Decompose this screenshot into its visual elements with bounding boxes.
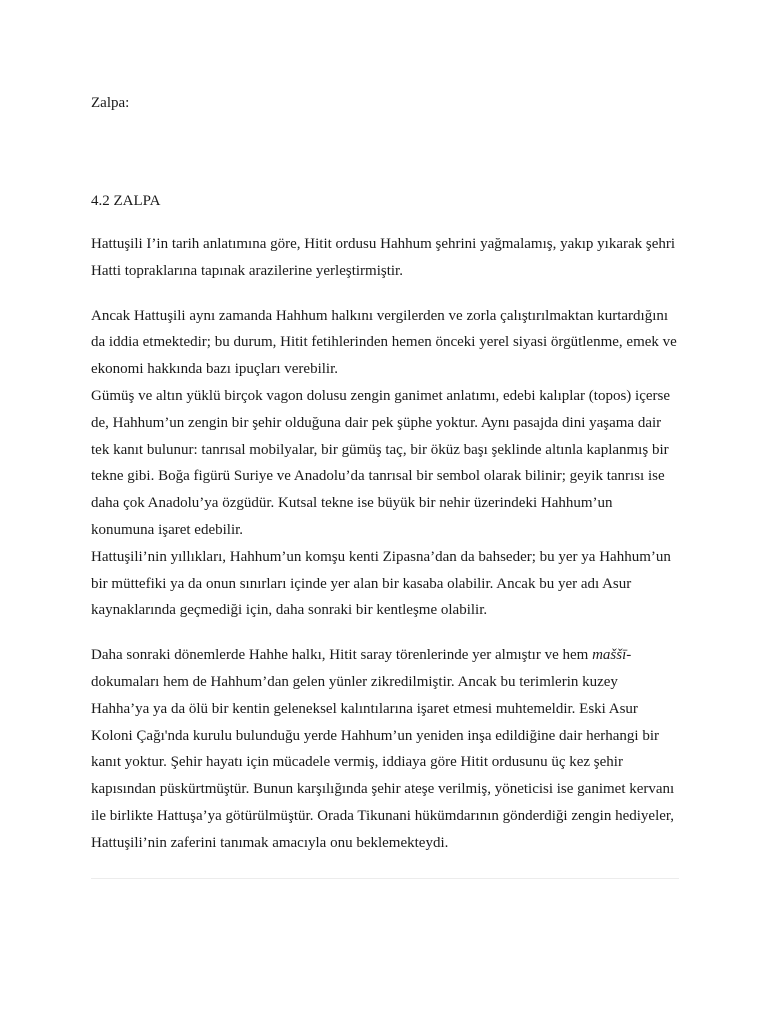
section-title: 4.2 ZALPA (91, 193, 161, 209)
document-label: Zalpa: (91, 95, 130, 111)
paragraph-text: dokumaları hem de Hahhum’dan gelen yünler zikredilmiştir. Ancak bu terimlerin kuzey Hahha’ya ya da ölü bir kentin geleneksel kalıntılarına işaret etmesi muhtemeldir. Eski Asur Koloni Çağı'nda kurulu bulunduğu yerde Hahhum’un yeniden inşa edildiğine dair herhangi bir kanıt yoktur. Şehir hayatı için mücadele vermiş, iddiaya göre Hitit ordusunu üç kez şehir kapısından püskürtmüştür. Bunun karşılığında şehir ateşe verilmiş, yöneticisi ise ganimet kervanı ile birlikte Hattuşa’ya götürülmüştür. Orada Tikunani hükümdarının gönderdiği zengin hediyeler, Hattuşili’nin zaferini tanımak amacıyla onu beklemekteydi. (91, 673, 675, 851)
paragraph: Gümüş ve altın yüklü birçok vagon dolusu zengin ganimet anlatımı, edebi kalıplar (topos) içerse de, Hahhum’un zengin bir şehir olduğuna dair pek şüphe yoktur. Aynı pasajda dini yaşama dair tek kanıt bulunur: tanrısal mobilyalar, bir gümüş taç, bir öküz başı şeklinde altınla kaplanmış bir tekne gibi. Boğa figürü Suriye ve Anadolu’da tanrısal bir sembol olarak bilinir; geyik tanrısı ise daha çok Anadolu’ya özgüdür. Kutsal tekne ise büyük bir nehir üzerindeki Hahhum’un konumuna işaret edebilir. (91, 387, 671, 538)
document-body (91, 231, 679, 857)
paragraph: Hattuşili’nin yıllıkları, Hahhum’un komşu kenti Zipasna’dan da bahseder; bu yer ya Hahhum’un bir müttefiki ya da onun sınırları içinde yer alan bir kasaba olabilir. Ancak bu yer adı Asur kaynaklarında geçmediği için, daha sonraki bir kentleşme olabilir. (91, 548, 671, 619)
paragraph (91, 642, 679, 856)
paragraph: Hattuşili I’in tarih anlatımına göre, Hitit ordusu Hahhum şehrini yağmalamış, yakıp yıkarak şehri Hatti topraklarına tapınak arazilerine yerleştirmiştir. (91, 236, 676, 279)
paragraph-text: Daha sonraki dönemlerde Hahhe halkı, Hitit saray törenlerinde yer almıştır ve hem (91, 647, 593, 664)
divider (91, 878, 679, 879)
italic-term: maššī- (592, 647, 632, 664)
paragraph: Ancak Hattuşili aynı zamanda Hahhum halkını vergilerden ve zorla çalıştırılmaktan kurtardığını da iddia etmektedir; bu durum, Hitit fetihlerinden hemen önceki yerel siyasi örgütlenme, emek ve ekonomi hakkında bazı ipuçları verebilir. (91, 307, 677, 378)
